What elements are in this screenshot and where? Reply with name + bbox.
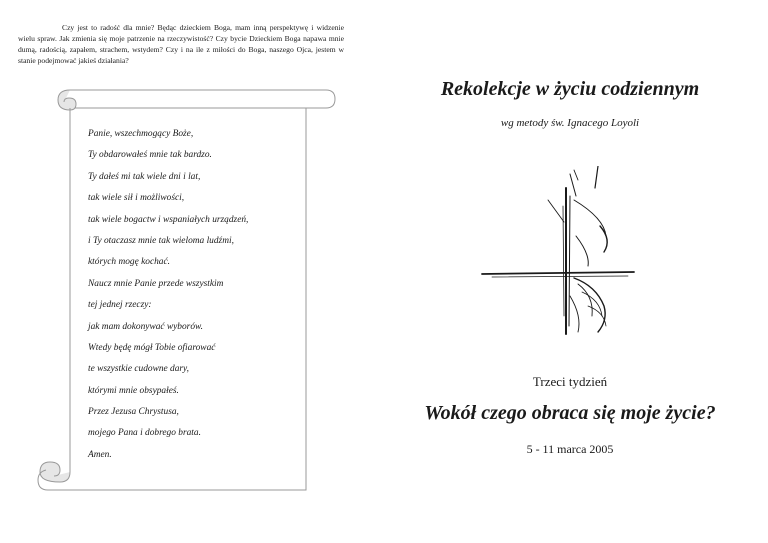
prayer-line: Ty obdarowałeś mnie tak bardzo. — [88, 150, 212, 161]
prayer-line: Naucz mnie Panie przede wszystkim — [88, 278, 224, 289]
prayer-line: Przez Jezusa Chrystusa, — [88, 407, 179, 418]
date-range: 5 - 11 marca 2005 — [526, 442, 614, 456]
prayer-line: te wszystkie cudowne dary, — [88, 364, 190, 375]
prayer-line: tak wiele sił i możliwości, — [88, 193, 185, 204]
prayer-line: którymi mnie obsypałeś. — [88, 385, 179, 396]
theme-question: Wokół czego obraca się moje życie? — [424, 402, 716, 424]
prayer-line: i Ty otaczasz mnie tak wieloma ludźmi, — [88, 235, 234, 246]
prayer-line: tej jednej rzeczy: — [88, 300, 152, 311]
intro-paragraph: Czy jest to radość dla mnie? Będąc dzieckiem Boga, mam inną perspektywę i widzenie wielu spraw. Jak zmienia się moje patrzenie na rzeczywistość? Czy bycie Dzieckiem Boga napawa mnie dumą, radością, zapałem, strachem, wstydem? Czy i na ile z miłości do Boga, naszego Ojca, jestem w stanie podejmować jakieś działania? — [18, 23, 344, 65]
prayer-line: jak mam dokonywać wyborów. — [88, 321, 203, 332]
prayer-line: mojego Pana i dobrego brata. — [88, 428, 201, 439]
prayer-text — [88, 124, 318, 466]
prayer-line: Wtedy będę mógł Tobie ofiarować — [88, 342, 216, 353]
prayer-line: których mogę kochać. — [88, 257, 170, 268]
week-label: Trzeci tydzień — [532, 374, 608, 389]
prayer-line: Amen. — [88, 449, 112, 460]
prayer-line: Ty dałeś mi tak wiele dni i lat, — [88, 171, 201, 182]
retreat-title: Rekolekcje w życiu codziennym — [440, 78, 700, 100]
prayer-line: tak wiele bogactw i wspaniałych urządzeń, — [88, 214, 249, 225]
sketched-cross-icon — [478, 166, 638, 336]
prayer-line: Panie, wszechmogący Boże, — [88, 129, 194, 139]
retreat-subtitle: wg metody św. Ignacego Loyoli — [500, 117, 640, 129]
